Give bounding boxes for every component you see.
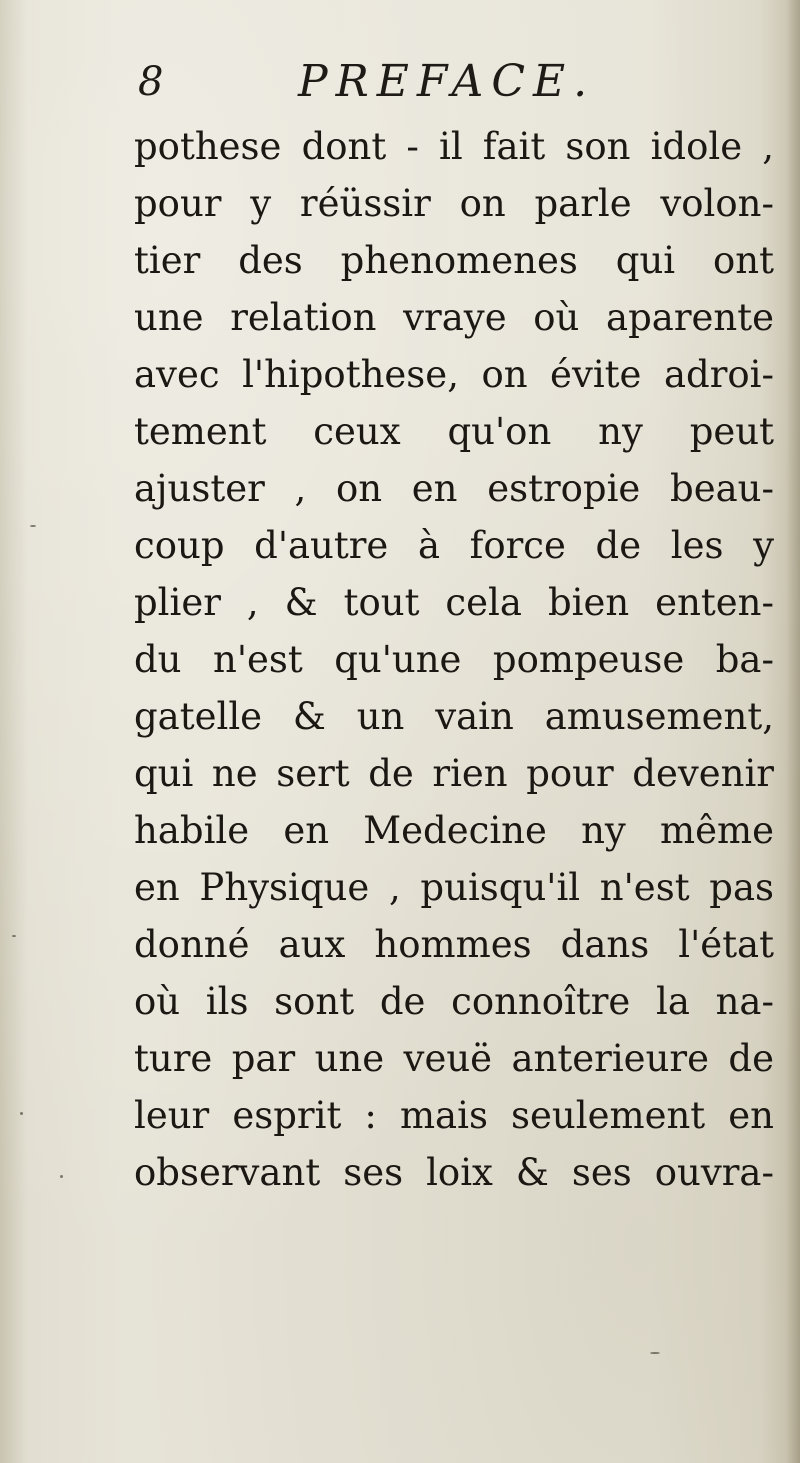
text-line: pour y réüssir on parle volon- <box>134 182 774 225</box>
text-line: ture par une veuë anterieure de <box>134 1037 774 1080</box>
text-line: habile en Medecine ny même <box>134 809 774 852</box>
paper-speck <box>12 935 16 937</box>
paper-speck <box>650 1352 660 1354</box>
text-line: plier , & tout cela bien enten- <box>134 581 774 624</box>
text-line: donné aux hommes dans l'état <box>134 923 774 966</box>
page-gutter-shadow <box>786 0 800 1463</box>
paper-speck <box>30 525 36 527</box>
text-line: en Physique , puisqu'il n'est pas <box>134 866 774 909</box>
text-line: observant ses loix & ses ouvra- <box>134 1151 774 1194</box>
text-line: une relation vraye où aparente <box>134 296 774 339</box>
text-line: où ils sont de connoître la na- <box>134 980 774 1023</box>
text-line: tement ceux qu'on ny peut <box>134 410 774 453</box>
paper-speck <box>20 1112 23 1115</box>
page-number: 8 <box>138 59 164 105</box>
text-line: gatelle & un vain amusement, <box>134 695 774 738</box>
text-line: du n'est qu'une pompeuse ba- <box>134 638 774 681</box>
text-line: avec l'hipothese, on évite adroi- <box>134 353 774 396</box>
text-line: ajuster , on en estropie beau- <box>134 467 774 510</box>
text-line: coup d'autre à force de les y <box>134 524 774 567</box>
text-line: pothese dont - il fait son idole , <box>134 125 774 168</box>
body-text <box>134 118 774 1201</box>
running-title: PREFACE. <box>298 56 596 107</box>
text-line: tier des phenomenes qui ont <box>134 239 774 282</box>
text-line: leur esprit : mais seulement en <box>134 1094 774 1137</box>
text-line: qui ne sert de rien pour devenir <box>134 752 774 795</box>
page-header <box>138 52 738 112</box>
paper-speck <box>60 1175 63 1178</box>
